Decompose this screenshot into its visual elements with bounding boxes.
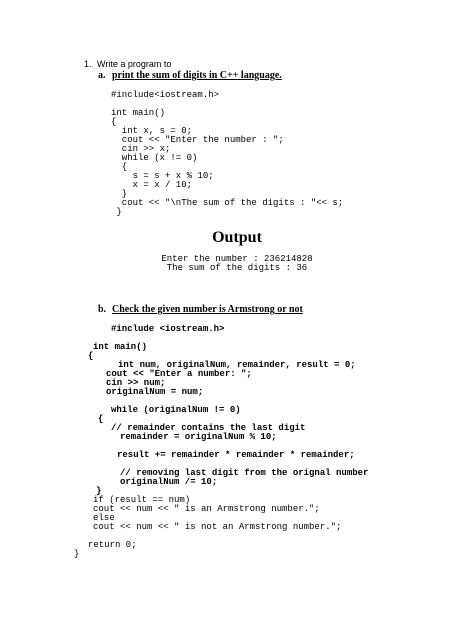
code-line: cout << "Enter the number : "; (111, 135, 284, 145)
part-b-title: Check the given number is Armstrong or not (112, 304, 303, 315)
output-line: Enter the number : 236214828 (161, 254, 313, 264)
code-line: remainder = originalNum % 10; (120, 432, 277, 442)
code-line: return 0; (88, 540, 137, 550)
code-line: { (88, 351, 94, 361)
code-line: } (111, 189, 128, 199)
code-line: originalNum /= 10; (120, 477, 218, 487)
code-line: int num, originalNum, remainder, result = 0; (118, 360, 356, 370)
code-line: #include<iostream.h> (111, 90, 220, 100)
code-line: else (93, 513, 115, 523)
code-line: while (originalNum != 0) (111, 405, 241, 415)
part-b-label: b. (98, 304, 107, 315)
code-line: int main() (111, 108, 166, 118)
output-line: The sum of the digits : 36 (166, 263, 308, 273)
code-line: #include <iostream.h> (111, 324, 225, 334)
code-line: if (result == num) (93, 495, 191, 505)
code-line: s = s + x % 10; (111, 171, 214, 181)
code-line: } (111, 207, 122, 217)
code-line: x = x / 10; (111, 180, 193, 190)
code-line: } (74, 549, 80, 559)
part-a-label: a. (98, 70, 106, 81)
code-line: cout << "Enter a number: "; (106, 369, 252, 379)
code-line: cout << num << " is an Armstrong number."; (93, 504, 320, 514)
question-number: 1. (84, 59, 92, 69)
code-line: { (98, 414, 104, 424)
code-line: { (111, 162, 128, 172)
part-a-title: print the sum of digits in C++ language. (112, 70, 282, 81)
code-line: { (111, 117, 117, 127)
code-line: cin >> num; (106, 378, 166, 388)
code-line: cin >> x; (111, 144, 171, 154)
code-line: cout << "\nThe sum of the digits : "<< s; (111, 198, 344, 208)
code-line: cout << num << " is not an Armstrong number."; (93, 522, 342, 532)
code-line: originalNum = num; (106, 387, 204, 397)
code-line: while (x != 0) (111, 153, 198, 163)
code-line: // remainder contains the last digit (111, 423, 306, 433)
output-title: Output (212, 229, 262, 246)
code-line: // removing last digit from the orignal number (120, 468, 369, 478)
code-line: } (96, 486, 102, 496)
code-line: int main() (93, 342, 148, 352)
code-line: int x, s = 0; (111, 126, 193, 136)
code-line: result += remainder * remainder * remainder; (117, 450, 355, 460)
question-text: Write a program to (97, 59, 172, 69)
